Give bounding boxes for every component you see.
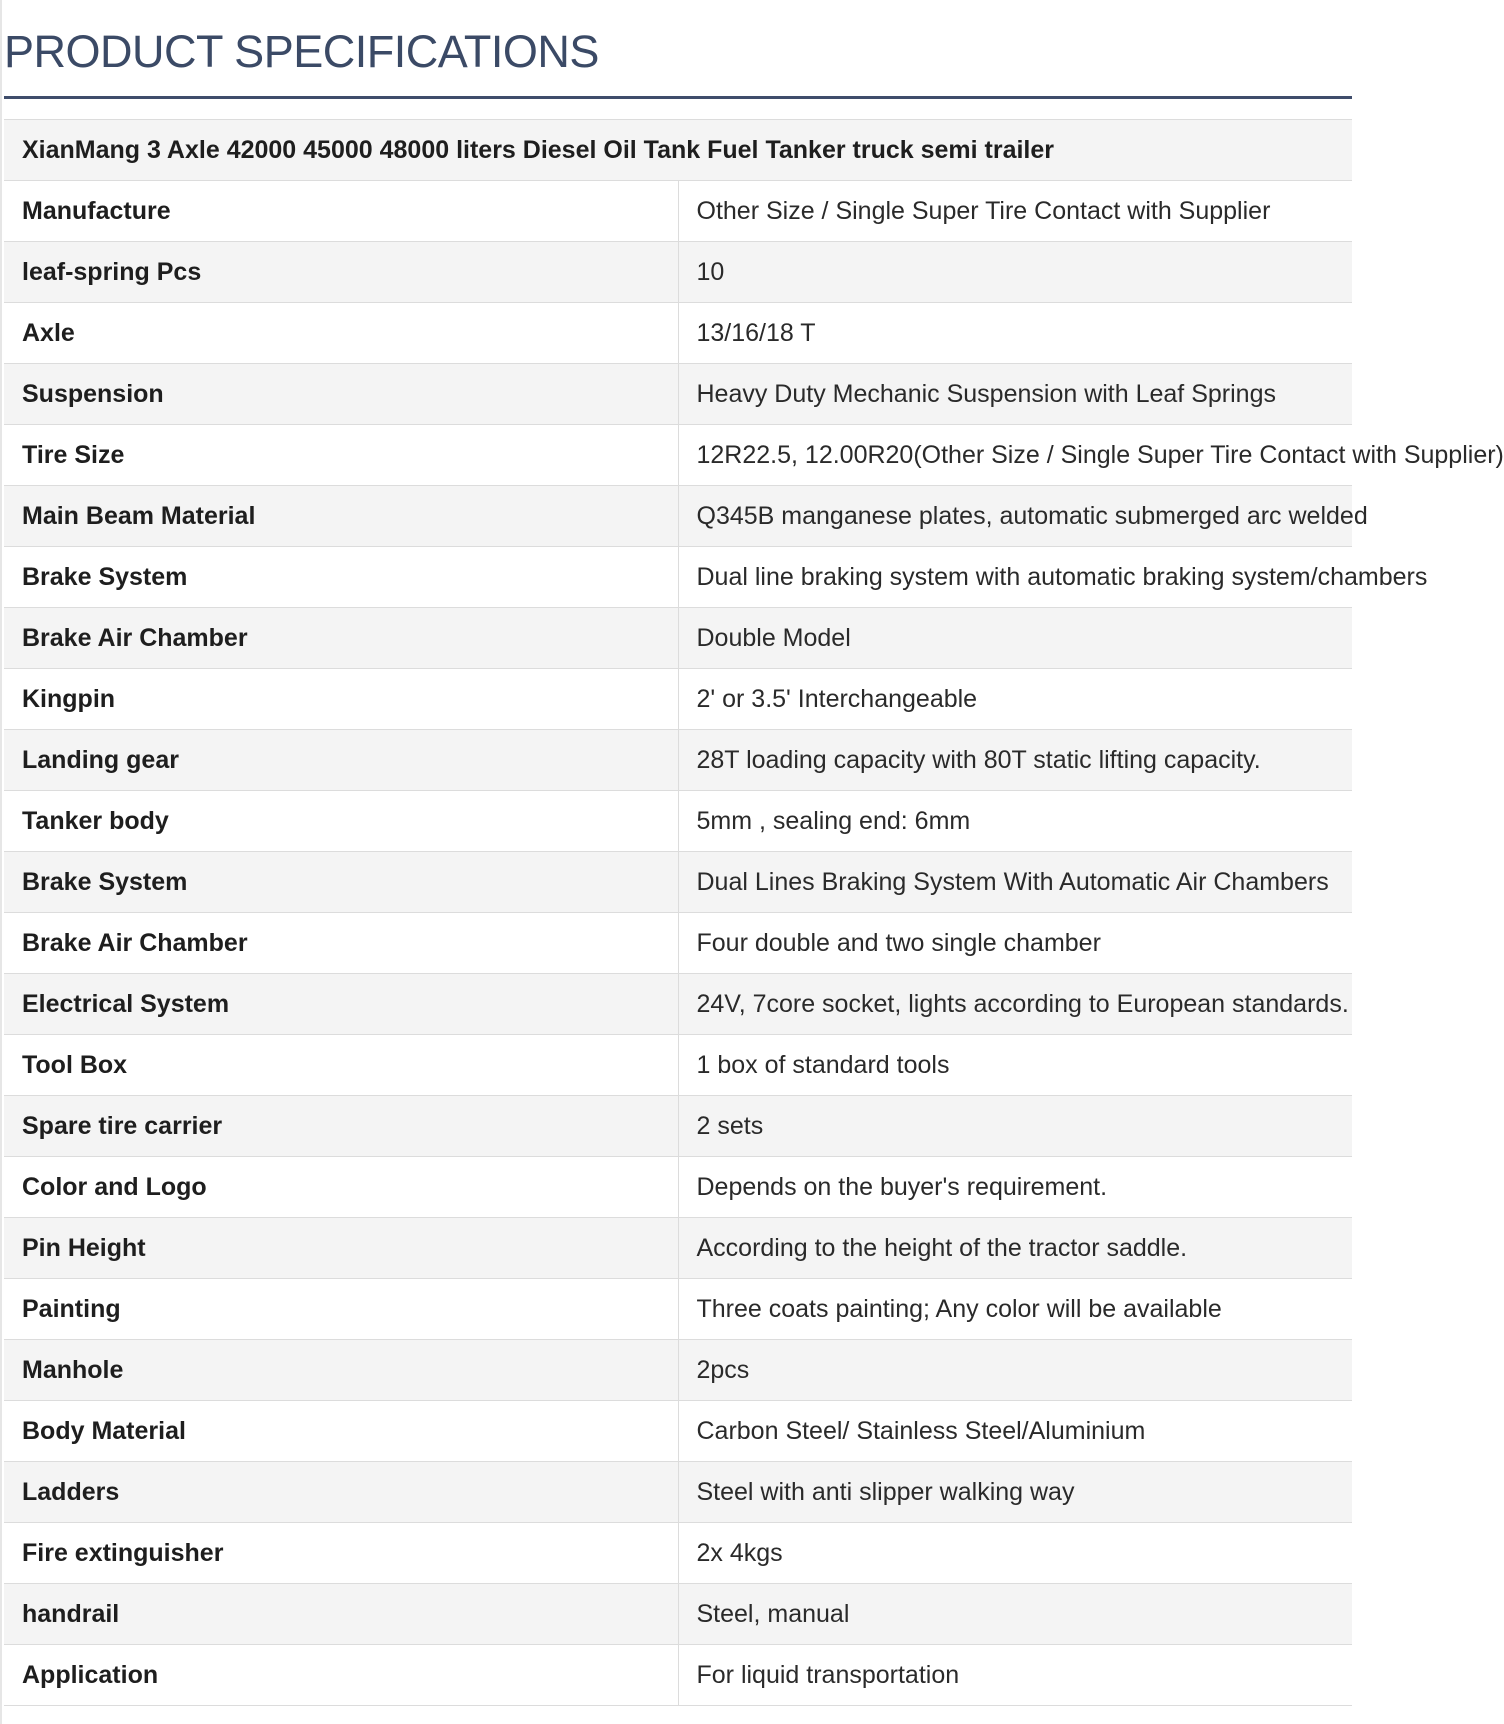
table-row [4,1523,1352,1584]
spec-label: Landing gear [4,730,678,791]
table-row [4,1157,1352,1218]
spec-value: 2' or 3.5' Interchangeable [678,669,1352,730]
spec-value: 2x 4kgs [678,1523,1352,1584]
table-row [4,242,1352,303]
spec-label: handrail [4,1584,678,1645]
table-row [4,852,1352,913]
spec-value: 5mm , sealing end: 6mm [678,791,1352,852]
spec-value: According to the height of the tractor saddle. [678,1218,1352,1279]
spec-label: Fire extinguisher [4,1523,678,1584]
spec-value: 13/16/18 T [678,303,1352,364]
left-edge-rule [0,0,2,1724]
spec-value: 2pcs [678,1340,1352,1401]
spec-label: Color and Logo [4,1157,678,1218]
table-caption-row [4,120,1352,181]
spec-label: Brake System [4,547,678,608]
spec-value: 28T loading capacity with 80T static lifting capacity. [678,730,1352,791]
page-title: PRODUCT SPECIFICATIONS [4,26,599,77]
table-row [4,1279,1352,1340]
table-row [4,608,1352,669]
spec-label: Ladders [4,1462,678,1523]
spec-value: Steel with anti slipper walking way [678,1462,1352,1523]
spec-table-body [4,120,1504,1706]
spec-label: Suspension [4,364,678,425]
spec-value: Three coats painting; Any color will be available [678,1279,1352,1340]
spec-label: Axle [4,303,678,364]
spec-label: Manufacture [4,181,678,242]
spec-label: Manhole [4,1340,678,1401]
table-row [4,791,1352,852]
spec-value: Other Size / Single Super Tire Contact with Supplier [678,181,1352,242]
spec-label: Kingpin [4,669,678,730]
table-row [4,730,1352,791]
table-row [4,1401,1352,1462]
table-row [4,486,1352,547]
table-row [4,425,1352,486]
spec-value: 24V, 7core socket, lights according to European standards. [678,974,1352,1035]
table-row [4,913,1352,974]
spec-label: Tanker body [4,791,678,852]
spec-value: 10 [678,242,1352,303]
spec-label: Brake System [4,852,678,913]
spec-label: Electrical System [4,974,678,1035]
spec-label: leaf-spring Pcs [4,242,678,303]
table-row [4,1340,1352,1401]
table-row [4,1584,1352,1645]
table-row [4,669,1352,730]
spec-label: Tire Size [4,425,678,486]
spec-value: Four double and two single chamber [678,913,1352,974]
spec-value: 2 sets [678,1096,1352,1157]
spec-value: Dual line braking system with automatic braking system/chambers [678,547,1352,608]
table-row [4,181,1352,242]
spec-label: Tool Box [4,1035,678,1096]
spec-label: Body Material [4,1401,678,1462]
table-caption: XianMang 3 Axle 42000 45000 48000 liters Diesel Oil Tank Fuel Tanker truck semi trailer [4,120,1352,181]
spec-value: Double Model [678,608,1352,669]
spec-value: Carbon Steel/ Stainless Steel/Aluminium [678,1401,1352,1462]
spec-value: Heavy Duty Mechanic Suspension with Leaf Springs [678,364,1352,425]
table-row [4,1096,1352,1157]
spec-table [4,119,1504,1706]
table-row [4,364,1352,425]
spec-value: Q345B manganese plates, automatic submerged arc welded [678,486,1352,547]
spec-value: Depends on the buyer's requirement. [678,1157,1352,1218]
spec-label: Painting [4,1279,678,1340]
spec-label: Application [4,1645,678,1706]
spec-value: For liquid transportation [678,1645,1352,1706]
spec-label: Brake Air Chamber [4,608,678,669]
spec-page [4,0,1504,1706]
spec-value: Dual Lines Braking System With Automatic Air Chambers [678,852,1352,913]
spec-label: Brake Air Chamber [4,913,678,974]
spec-label: Main Beam Material [4,486,678,547]
table-row [4,974,1352,1035]
spec-label: Pin Height [4,1218,678,1279]
table-row [4,1035,1352,1096]
spec-label: Spare tire carrier [4,1096,678,1157]
table-row [4,1645,1352,1706]
table-row [4,1218,1352,1279]
table-row [4,547,1352,608]
spec-value: 12R22.5, 12.00R20(Other Size / Single Super Tire Contact with Supplier) [678,425,1352,486]
spec-value: 1 box of standard tools [678,1035,1352,1096]
table-row [4,303,1352,364]
table-row [4,1462,1352,1523]
spec-value: Steel, manual [678,1584,1352,1645]
title-divider [4,96,1352,99]
